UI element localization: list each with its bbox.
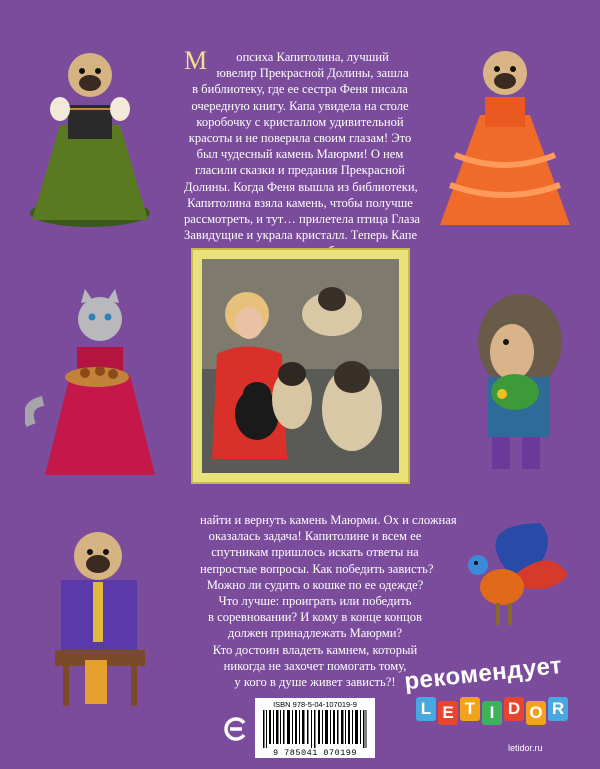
blurb-line: в библиотеку, где ее сестра Феня писала bbox=[192, 82, 408, 97]
pug-orange-dress-illustration bbox=[430, 35, 580, 240]
blurb-line: Долины. Когда Феня вышла из библиотеки, bbox=[184, 179, 418, 194]
dropcap: М bbox=[184, 46, 208, 75]
blurb-line: непростые вопросы. Как победить зависть? bbox=[200, 561, 434, 576]
blurb-line: в соревновании? И кому в конце концов bbox=[208, 610, 422, 625]
letidor-logo[interactable] bbox=[416, 697, 568, 727]
blurb-line: рассмотреть, и тут… прилетела птица Глаза bbox=[184, 212, 421, 227]
letidor-letter-tile: I bbox=[482, 701, 502, 725]
letidor-letter-tile: D bbox=[504, 697, 524, 721]
blurb-line: Кто достоин владеть камнем, который bbox=[212, 642, 418, 657]
blurb-line: коробочку с кристаллом удивительной bbox=[196, 114, 404, 129]
author-photo bbox=[202, 259, 399, 473]
letidor-letter-tile: T bbox=[460, 697, 480, 721]
author-photo-frame bbox=[191, 248, 410, 484]
letidor-url-link[interactable]: letidor.ru bbox=[508, 743, 543, 753]
author-with-pugs-image bbox=[202, 259, 399, 473]
blurb-line: ювелир Прекрасной Долины, зашла bbox=[216, 66, 409, 81]
blurb-line: никогда не захочет помогать тому, bbox=[223, 658, 407, 673]
blurb-line: Можно ли судить о кошке по ее одежде? bbox=[206, 577, 424, 592]
isbn-barcode-box bbox=[255, 698, 375, 758]
blurb-line: Капитолина взяла камень, чтобы получше bbox=[187, 195, 413, 210]
blurb-line: Что лучше: проиграть или победить bbox=[218, 594, 412, 609]
blurb-line: красоты и не поверила своим глазам! Это bbox=[188, 131, 412, 146]
blurb-line: очередную книгу. Капа увидела на столе bbox=[191, 98, 409, 113]
barcode-icon bbox=[263, 710, 367, 748]
isbn-label: ISBN 978-5-04-107019-9 bbox=[273, 700, 357, 709]
blurb-line: М опсиха Капитолина, лучший bbox=[184, 46, 389, 75]
blurb-line: у кого в душе живет зависть?! bbox=[234, 675, 396, 690]
barcode-digits: 9 785041 070199 bbox=[272, 748, 357, 758]
blurb-line: найти и вернуть камень Маюрми. Ох и сложная bbox=[200, 513, 457, 527]
publisher-logo-icon bbox=[222, 715, 250, 743]
blurb-top bbox=[184, 46, 421, 260]
pug-suit-illustration bbox=[25, 520, 175, 710]
recommends-label: рекомендует bbox=[403, 651, 564, 696]
blurb-line: должен принадлежать Маюрми? bbox=[227, 626, 403, 641]
letidor-letter-tile: E bbox=[438, 701, 458, 725]
pug-green-dress-illustration bbox=[20, 35, 160, 235]
bird-envy-eyes-illustration bbox=[450, 515, 575, 640]
letidor-letter-tile: R bbox=[548, 697, 568, 721]
blurb-line: был чудесный камень Маюрми! О нем bbox=[196, 147, 404, 162]
blurb-line: гласили сказки и предания Прекрасной bbox=[194, 163, 406, 178]
blurb-bottom bbox=[200, 512, 457, 690]
hedgehog-illustration bbox=[460, 282, 580, 487]
blurb-line: Завидущие и украла кристалл. Теперь Капе bbox=[184, 228, 418, 243]
letidor-letter-tile: O bbox=[526, 701, 546, 725]
letidor-letter-tile: L bbox=[416, 697, 436, 721]
blurb-line: оказалась задача! Капитолине и всем ее bbox=[208, 529, 422, 544]
cat-red-dress-illustration bbox=[25, 285, 170, 485]
blurb-line: спутникам пришлось искать ответы на bbox=[211, 545, 419, 560]
